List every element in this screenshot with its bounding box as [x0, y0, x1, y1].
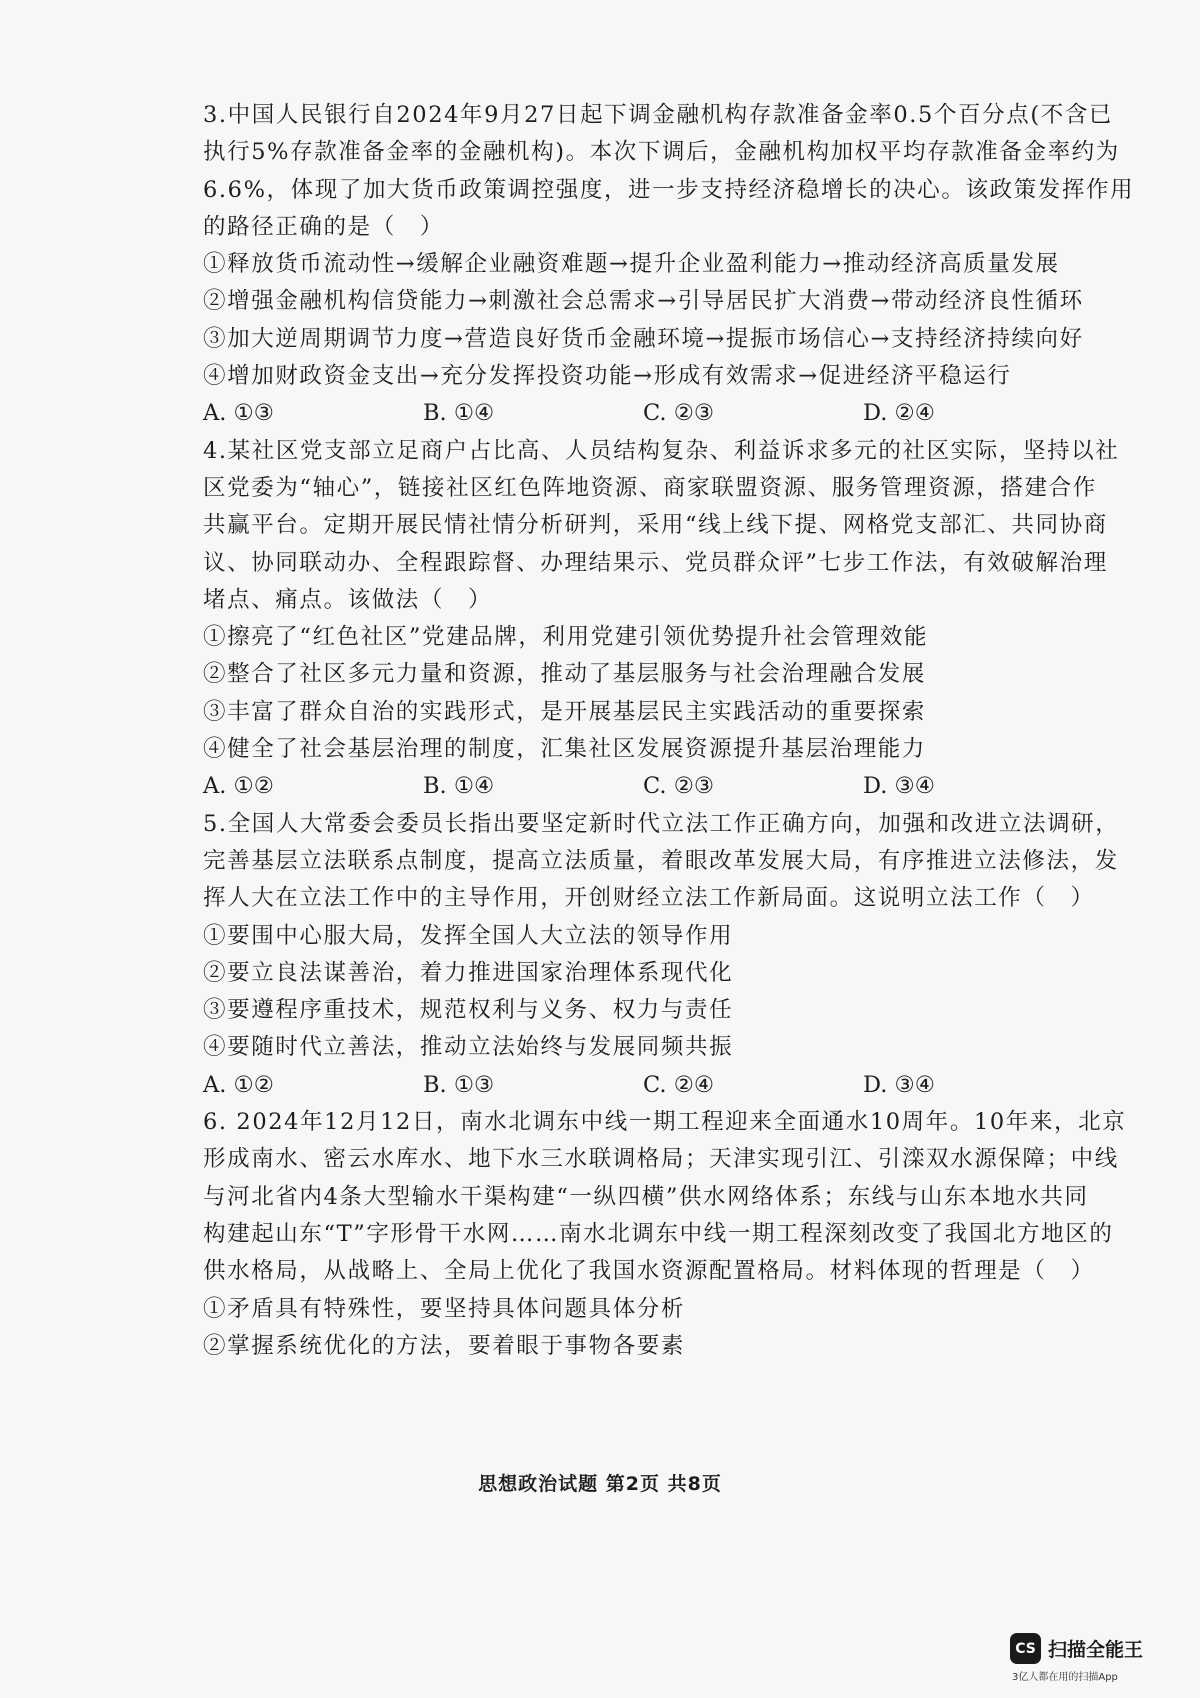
statement: ④健全了社会基层治理的制度，汇集社区发展资源提升基层治理能力 [203, 736, 927, 763]
answer-options [203, 1067, 1083, 1104]
answer-options [203, 395, 1083, 432]
statement: ①矛盾具有特殊性，要坚持具体问题具体分析 [203, 1295, 686, 1322]
option-a[interactable]: A. ①② [203, 1071, 274, 1098]
stem-line: 与河北省内4条大型输水干渠构建“一纵四横”供水网络体系；东线与山东本地水共同 [203, 1183, 1089, 1210]
statement: ②掌握系统优化的方法，要着眼于事物各要素 [203, 1332, 686, 1359]
option-b[interactable]: B. ①④ [423, 773, 495, 800]
statement: ②整合了社区多元力量和资源，推动了基层服务与社会治理融合发展 [203, 661, 927, 688]
option-a[interactable]: A. ①③ [203, 400, 274, 427]
stem-line: 6. 2024年12月12日，南水北调东中线一期工程迎来全面通水10周年。10年来，北京 [203, 1109, 1127, 1136]
option-c[interactable]: C. ②③ [643, 773, 715, 800]
stem-line: 3.中国人民银行自2024年9月27日起下调金融机构存款准备金率0.5个百分点(不含已 [203, 102, 1114, 128]
stem-line: 6.6%，体现了加大货币政策调控强度，进一步支持经济稳增长的决心。该政策发挥作用 [203, 176, 1135, 203]
stem-line: 4.某社区党支部立足商户占比高、人员结构复杂、利益诉求多元的社区实际，坚持以社 [203, 437, 1120, 464]
statement: ②要立良法谋善治，着力推进国家治理体系现代化 [203, 959, 734, 986]
statement: ④增加财政资金支出→充分发挥投资功能→形成有效需求→促进经济平稳运行 [203, 363, 1012, 390]
stem-line: 完善基层立法联系点制度，提高立法质量，着眼改革发展大局，有序推进立法修法，发 [203, 847, 1119, 874]
answer-options [203, 768, 1083, 805]
question-3 [203, 97, 1135, 433]
statement: ③要遵程序重技术，规范权利与义务、权力与责任 [203, 997, 734, 1024]
statement: ①擦亮了“红色社区”党建品牌，利用党建引领优势提升社会管理效能 [203, 624, 929, 651]
stem-line: 挥人大在立法工作中的主导作用，开创财经立法工作新局面。这说明立法工作（ ） [203, 885, 1095, 912]
watermark-tagline: 3亿人都在用的扫描App [1012, 1672, 1118, 1683]
question-6 [203, 1104, 1127, 1365]
stem-line: 共赢平台。定期开展民情社情分析研判，采用“线上线下提、网格党支部汇、共同协商 [203, 512, 1108, 539]
option-b[interactable]: B. ①④ [423, 400, 495, 427]
statement: ④要随时代立善法，推动立法始终与发展同频共振 [203, 1034, 734, 1061]
stem-line: 供水格局，从战略上、全局上优化了我国水资源配置格局。材料体现的哲理是（ ） [203, 1258, 1095, 1285]
stem-line: 5.全国人大常委会委员长指出要坚定新时代立法工作正确方向，加强和改进立法调研， [203, 810, 1120, 837]
option-b[interactable]: B. ①③ [423, 1071, 495, 1098]
option-d[interactable]: D. ③④ [863, 773, 935, 800]
stem-line: 堵点、痛点。该做法（ ） [203, 586, 493, 613]
statement: ③加大逆周期调节力度→营造良好货币金融环境→提振市场信心→支持经济持续向好 [203, 325, 1084, 352]
camscanner-logo-icon: CS [1010, 1633, 1041, 1664]
question-5 [203, 806, 1120, 1104]
page-footer: 思想政治试题 第2页 共8页 [478, 1473, 722, 1495]
scanner-watermark [1010, 1633, 1178, 1683]
option-a[interactable]: A. ①② [203, 773, 274, 800]
stem-line: 区党委为“轴心”，链接社区红色阵地资源、商家联盟资源、服务管理资源，搭建合作 [203, 474, 1097, 501]
stem-line: 的路径正确的是（ ） [203, 213, 445, 240]
option-d[interactable]: D. ②④ [863, 400, 935, 427]
option-d[interactable]: D. ③④ [863, 1071, 935, 1098]
exam-content [203, 97, 1135, 1365]
statement: ①要围中心服大局，发挥全国人大立法的领导作用 [203, 922, 734, 949]
stem-line: 议、协同联动办、全程跟踪督、办理结果示、党员群众评”七步工作法，有效破解治理 [203, 549, 1108, 576]
stem-line: 构建起山东“T”字形骨干水网……南水北调东中线一期工程深刻改变了我国北方地区的 [203, 1220, 1114, 1247]
stem-line: 形成南水、密云水库水、地下水三水联调格局；天津实现引江、引滦双水源保障；中线 [203, 1146, 1119, 1173]
statement: ②增强金融机构信贷能力→刺激社会总需求→引导居民扩大消费→带动经济良性循环 [203, 288, 1084, 315]
option-c[interactable]: C. ②③ [643, 400, 715, 427]
statement: ③丰富了群众自治的实践形式，是开展基层民主实践活动的重要探索 [203, 698, 927, 725]
statement: ①释放货币流动性→缓解企业融资难题→提升企业盈利能力→推动经济高质量发展 [203, 251, 1060, 278]
option-c[interactable]: C. ②④ [643, 1071, 715, 1098]
stem-line: 执行5%存款准备金率的金融机构)。本次下调后，金融机构加权平均存款准备金率约为 [203, 139, 1120, 166]
watermark-app-name: 扫描全能王 [1048, 1639, 1144, 1661]
question-4 [203, 433, 1120, 806]
